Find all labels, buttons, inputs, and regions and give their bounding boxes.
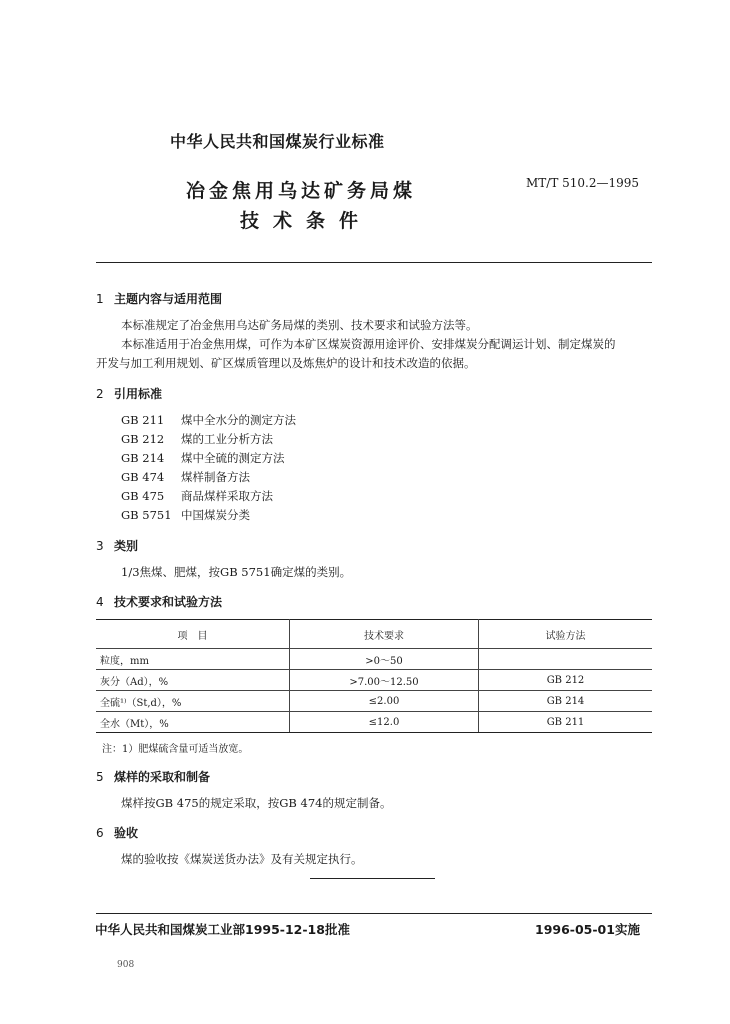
section-title: 类别 (114, 539, 139, 553)
reference-name: 煤样制备方法 (181, 470, 250, 484)
table-cell: GB 212 (479, 670, 653, 691)
section-5-paragraph: 煤样按GB 475的规定采取，按GB 474的规定制备。 (121, 796, 392, 810)
table-cell: >0～50 (290, 649, 479, 670)
section-5-heading (96, 768, 210, 785)
section-2-heading (96, 385, 162, 402)
column-header: 试验方法 (479, 620, 653, 649)
reference-code: GB 5751 (121, 508, 172, 522)
section-number: 5 (96, 770, 104, 784)
section-title: 技术要求和试验方法 (114, 595, 223, 609)
table-cell: GB 214 (479, 691, 653, 712)
section-number: 4 (96, 595, 104, 609)
section-number: 6 (96, 826, 104, 840)
table-cell: 全硫¹⁾（St,d），% (96, 691, 290, 712)
section-number: 2 (96, 387, 104, 401)
implementation-date: 1996-05-01实施 (535, 922, 640, 937)
technical-requirements-table (96, 619, 652, 733)
reference-code: GB 212 (121, 432, 165, 446)
document-title-line1: 冶金焦用乌达矿务局煤 (186, 180, 417, 202)
reference-item (121, 469, 250, 485)
section-4-heading (96, 593, 222, 610)
page-number: 908 (117, 960, 135, 970)
reference-item (121, 412, 296, 428)
table-row (96, 691, 652, 712)
section-3-paragraph: 1/3焦煤、肥煤，按GB 5751确定煤的类别。 (121, 565, 352, 579)
table-header-row (96, 620, 652, 649)
section-number: 1 (96, 292, 104, 306)
reference-code: GB 211 (121, 413, 165, 427)
reference-item (121, 507, 250, 523)
reference-item (121, 431, 273, 447)
section-1-paragraph-1: 本标准规定了冶金焦用乌达矿务局煤的类别、技术要求和试验方法等。 (121, 318, 478, 332)
reference-name: 中国煤炭分类 (181, 508, 250, 522)
footer-divider (96, 913, 652, 914)
standard-category: 中华人民共和国煤炭行业标准 (170, 132, 385, 151)
column-header: 技术要求 (290, 620, 479, 649)
table-cell: 灰分（Ad），% (96, 670, 290, 691)
section-1-heading (96, 290, 222, 307)
section-title: 煤样的采取和制备 (114, 770, 211, 784)
reference-item (121, 488, 273, 504)
reference-code: GB 474 (121, 470, 165, 484)
reference-name: 煤中全硫的测定方法 (181, 451, 285, 465)
table-cell: ≤12.0 (290, 712, 479, 733)
section-6-paragraph: 煤的验收按《煤炭送货办法》及有关规定执行。 (121, 852, 363, 866)
reference-item (121, 450, 285, 466)
table-cell: GB 211 (479, 712, 653, 733)
table-row (96, 670, 652, 691)
table-cell: 全水（Mt），% (96, 712, 290, 733)
reference-code: GB 214 (121, 451, 165, 465)
column-header: 项 目 (96, 620, 290, 649)
end-rule (310, 878, 435, 879)
table-row (96, 712, 652, 733)
table-row (96, 649, 652, 670)
approval-line: 中华人民共和国煤炭工业部1995-12-18批准 (95, 922, 350, 937)
reference-name: 煤中全水分的测定方法 (181, 413, 296, 427)
reference-name: 商品煤样采取方法 (181, 489, 273, 503)
table-cell (479, 649, 653, 670)
table-cell: ≤2.00 (290, 691, 479, 712)
section-title: 主题内容与适用范围 (114, 292, 223, 306)
section-number: 3 (96, 539, 104, 553)
section-title: 验收 (114, 826, 139, 840)
header-divider (96, 262, 652, 263)
section-1-paragraph-2-cont: 开发与加工利用规划、矿区煤质管理以及炼焦炉的设计和技术改造的依据。 (96, 356, 476, 370)
table-cell: 粒度，mm (96, 649, 290, 670)
table-footnote: 注：1）肥煤硫含量可适当放宽。 (102, 744, 249, 755)
section-3-heading (96, 537, 138, 554)
table-cell: >7.00～12.50 (290, 670, 479, 691)
reference-name: 煤的工业分析方法 (181, 432, 273, 446)
section-6-heading (96, 824, 138, 841)
standard-code: MT/T 510.2—1995 (526, 176, 640, 190)
reference-code: GB 475 (121, 489, 165, 503)
document-title-line2: 技术条件 (240, 210, 373, 232)
section-title: 引用标准 (114, 387, 163, 401)
section-1-paragraph-2: 本标准适用于冶金焦用煤，可作为本矿区煤炭资源用途评价、安排煤炭分配调运计划、制定煤炭的 (121, 337, 616, 351)
